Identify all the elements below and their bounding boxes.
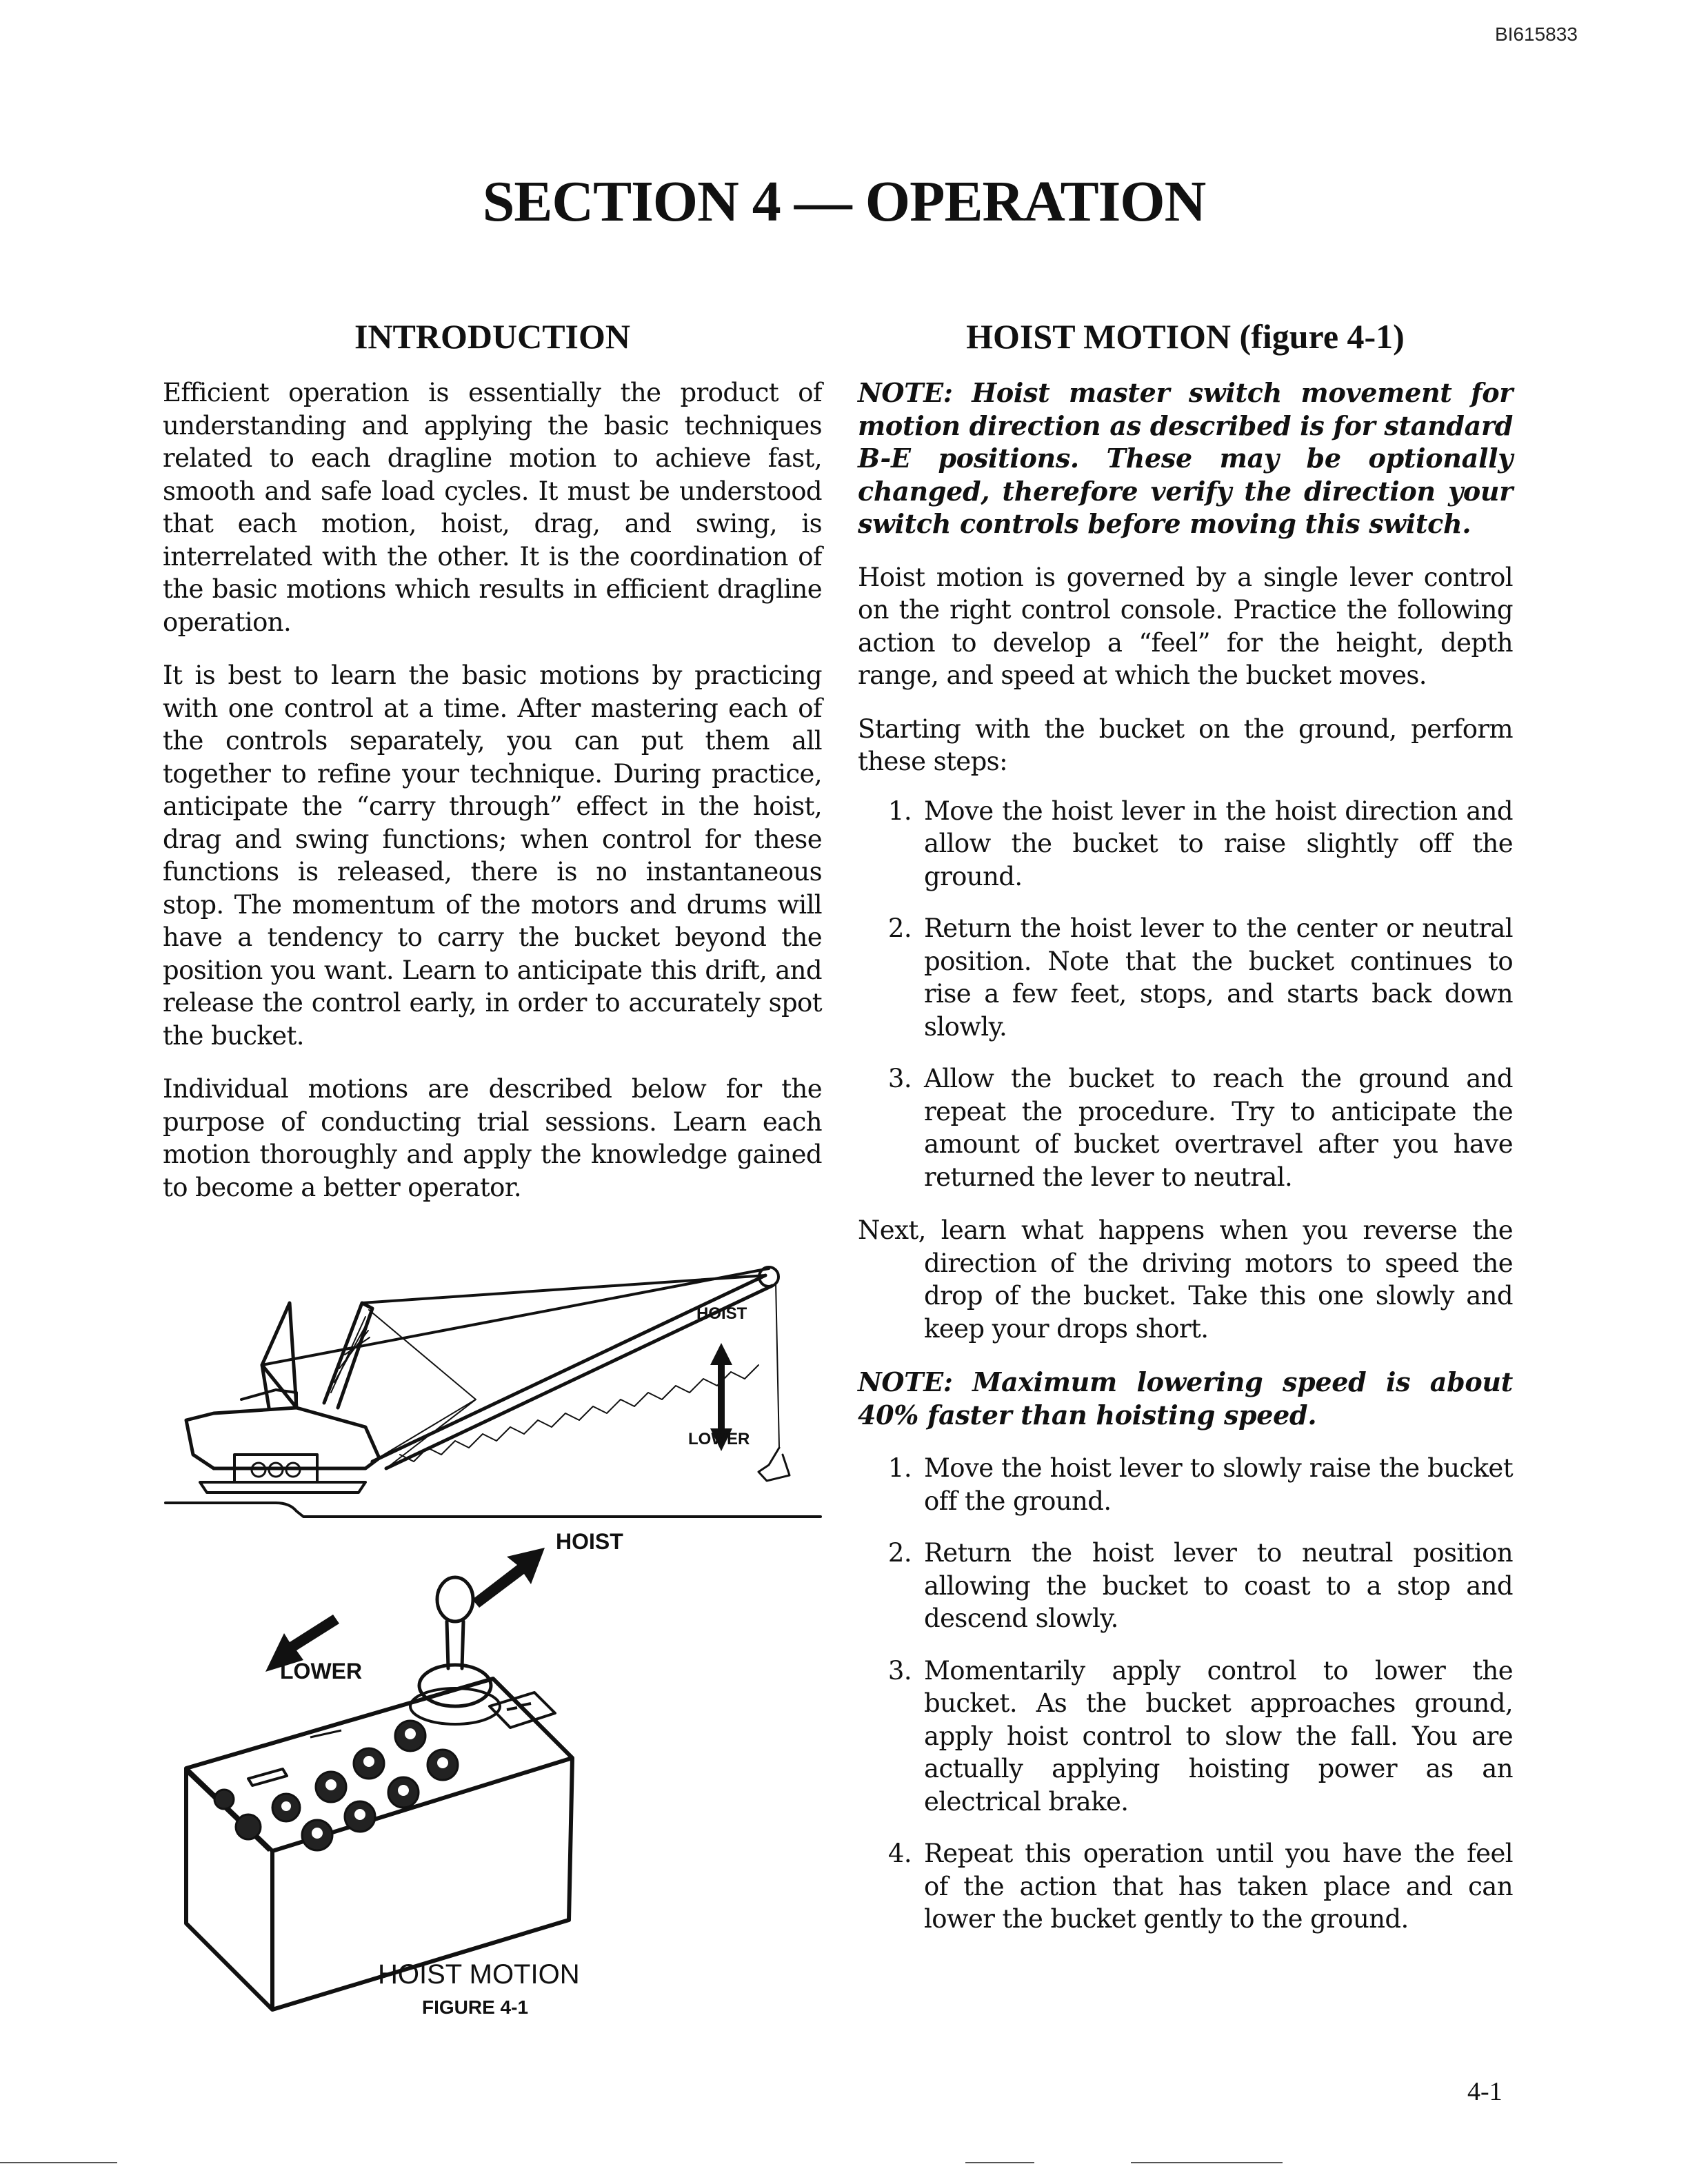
dragline-hoist-label: HOIST [696, 1304, 747, 1323]
list-item [858, 1655, 1513, 1819]
step-text: Return the hoist lever to neutral position allowing the bucket to coast to a stop and descend slowly. [924, 1538, 1513, 1633]
list-item [858, 1452, 1513, 1517]
lever-hoist-label: HOIST [556, 1529, 623, 1554]
lever-lower-label: LOWER [280, 1659, 363, 1684]
introduction-paragraph: It is best to learn the basic motions by practicing with one control at a time. After mastering each of the controls separately, you can put them all together to refine your technique. During practice, anticipate the “carry through” effect in the hoist, drag and swing functions; when control for these functions is released, there is no instantaneous stop. The momentum of the motors and drums will have a tendency to carry the bucket beyond the position you want. Learn to anticipate this drift, and release the control early, in order to accurately spot the bucket. [163, 660, 822, 1051]
introduction-paragraph: Individual motions are described below for the purpose of conducting trial sessions. Learn each motion thoroughly and apply the knowledge gained to become a better operator. [163, 1074, 822, 1202]
introduction-paragraph: Efficient operation is essentially the product of understanding and applying the basic techniques related to each dragline motion to achieve fast, smooth and safe load cycles. It must be understood that each motion, hoist, drag, and swing, is interrelated with the other. It is the coordination of the basic motions which results in efficient dragline operation. [163, 378, 822, 637]
lowering-steps-list [858, 1452, 1513, 1936]
page-number: 4-1 [1467, 2077, 1503, 2106]
list-item [858, 1062, 1513, 1193]
step-number: 3. [887, 1655, 912, 1686]
step-number: 3. [887, 1064, 912, 1093]
step-number: 1. [887, 796, 912, 826]
list-item [858, 795, 1513, 893]
footer-rule [0, 2162, 117, 2163]
list-item [858, 912, 1513, 1043]
hoist-motion-paragraph: Starting with the bucket on the ground, perform these steps: [858, 714, 1513, 776]
hoist-motion-paragraph: Hoist motion is governed by a single lever control on the right control console. Practice the following action to develop a “feel” for the height, depth range, and speed at which the bucket moves. [858, 562, 1513, 690]
step-text: Repeat this operation until you have the feel of the action that has taken place and can lower the bucket gently to the ground. [924, 1839, 1513, 1934]
list-item [858, 1837, 1513, 1936]
dragline-lower-label: LOWER [688, 1430, 750, 1448]
step-number: 2. [887, 913, 912, 943]
step-text: Move the hoist lever in the hoist direction and allow the bucket to raise slightly off the ground. [924, 796, 1513, 891]
step-text: Momentarily apply control to lower the bucket. As the bucket approaches ground, apply hoist control to slow the fall. You are actually applying hoisting power as an electrical brake. [924, 1655, 1513, 1817]
reverse-motors-paragraph: Next, learn what happens when you reverse the direction of the driving motors to speed the drop of the bucket. Take this one slowly and keep your drops short. [858, 1215, 1513, 1344]
document-id: BI615833 [1495, 23, 1578, 45]
hoist-switch-note: NOTE: Hoist master switch movement for motion direction as described is for standard B-E positions. These may be optionally changed, therefore verify the direction your switch controls before moving this switch. [858, 377, 1513, 539]
step-text: Move the hoist lever to slowly raise the bucket off the ground. [924, 1453, 1513, 1516]
introduction-heading: INTRODUCTION [354, 317, 631, 356]
figure-caption-number: FIGURE 4-1 [422, 1996, 529, 2018]
hoist-steps-list [858, 795, 1513, 1194]
section-title: SECTION 4 — OPERATION [482, 170, 1206, 234]
lowering-speed-note: NOTE: Maximum lowering speed is about 40% faster than hoisting speed. [858, 1366, 1513, 1430]
introduction-column [163, 316, 822, 1224]
list-item [858, 1537, 1513, 1635]
step-number: 2. [887, 1538, 912, 1568]
hoist-motion-illustration [159, 1227, 827, 2041]
footer-rule [1131, 2162, 1283, 2163]
step-text: Return the hoist lever to the center or neutral position. Note that the bucket continues to rise a few feet, stops, and starts back down slowly. [924, 913, 1513, 1042]
hoist-motion-column [858, 316, 1513, 1957]
step-number: 1. [887, 1453, 912, 1483]
figure-4-1 [159, 1227, 827, 2041]
step-number: 4. [887, 1839, 912, 1868]
footer-rule [965, 2162, 1034, 2163]
step-text: Allow the bucket to reach the ground and repeat the procedure. Try to anticipate the amount of bucket overtravel after you have returned the lever to neutral. [924, 1064, 1513, 1192]
figure-caption-title: HOIST MOTION [378, 1959, 580, 1990]
hoist-motion-heading: HOIST MOTION (figure 4-1) [966, 317, 1405, 356]
